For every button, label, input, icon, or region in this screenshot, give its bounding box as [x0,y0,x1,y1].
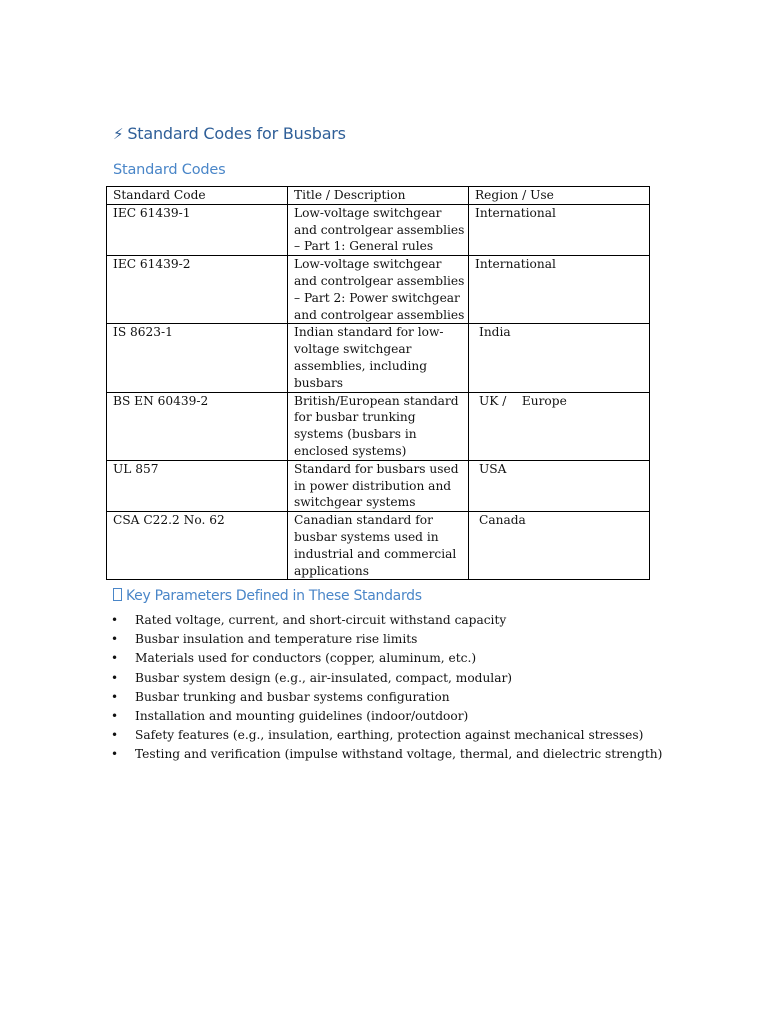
list-item-text: Testing and verification (impulse withstand voltage, thermal, and dielectric strength) [135,747,663,762]
bullet-icon: • [111,651,119,666]
list-item [108,630,662,649]
section-title-standard-codes: Standard Codes [113,162,226,178]
bullet-icon: • [111,709,119,724]
cell-region: International [469,204,650,255]
list-item [108,745,662,764]
table-header-row [107,187,650,205]
table-row [107,204,650,255]
bullet-icon: • [111,632,119,647]
header-title-description: Title / Description [288,187,469,205]
section-title-key-parameters-text: Key Parameters Defined in These Standards [126,588,422,604]
table-row [107,256,650,324]
cell-region: India [469,324,650,392]
key-parameters-list [108,611,662,765]
cell-description: British/European standard for busbar trunking systems (busbars in enclosed systems) [288,392,469,460]
cell-description: Indian standard for low-voltage switchgear assemblies, including busbars [288,324,469,392]
missing-glyph-icon [113,588,122,601]
table-row [107,324,650,392]
lightning-icon: ⚡ [113,125,124,143]
list-item [108,669,662,688]
list-item [108,688,662,707]
cell-description: Low-voltage switchgear and controlgear assemblies – Part 1: General rules [288,204,469,255]
header-region-use: Region / Use [469,187,650,205]
cell-region: Canada [469,512,650,580]
cell-description: Low-voltage switchgear and controlgear assemblies – Part 2: Power switchgear and controlgear assemblies [288,256,469,324]
header-standard-code: Standard Code [107,187,288,205]
list-item [108,611,662,630]
cell-region: USA [469,460,650,511]
cell-description: Canadian standard for busbar systems used in industrial and commercial applications [288,512,469,580]
bullet-icon: • [111,613,119,627]
cell-code: IEC 61439-1 [107,204,288,255]
bullet-icon: • [111,747,119,762]
table-row [107,392,650,460]
list-item-text: Busbar trunking and busbar systems configuration [135,689,450,704]
section-title-key-parameters [113,588,422,604]
cell-region: International [469,256,650,324]
table-row [107,512,650,580]
standard-codes-table [106,186,650,580]
list-item-text: Safety features (e.g., insulation, earthing, protection against mechanical stresses) [135,728,644,743]
cell-code: CSA C22.2 No. 62 [107,512,288,580]
table-row [107,460,650,511]
list-item-text: Busbar insulation and temperature rise limits [135,632,418,647]
cell-description: Standard for busbars used in power distribution and switchgear systems [288,460,469,511]
bullet-icon: • [111,689,119,704]
list-item [108,707,662,726]
cell-region: UK / Europe [469,392,650,460]
page-title-text: Standard Codes for Busbars [127,124,346,143]
cell-code: IS 8623-1 [107,324,288,392]
list-item [108,649,662,668]
cell-code: UL 857 [107,460,288,511]
cell-code: IEC 61439-2 [107,256,288,324]
bullet-icon: • [111,728,119,743]
page-title [113,124,346,143]
list-item-text: Rated voltage, current, and short-circuit withstand capacity [135,613,507,627]
list-item-text: Busbar system design (e.g., air-insulated, compact, modular) [135,670,513,685]
list-item-text: Installation and mounting guidelines (indoor/outdoor) [135,709,469,724]
list-item [108,726,662,745]
cell-code: BS EN 60439-2 [107,392,288,460]
bullet-icon: • [111,670,119,685]
list-item-text: Materials used for conductors (copper, aluminum, etc.) [135,651,477,666]
